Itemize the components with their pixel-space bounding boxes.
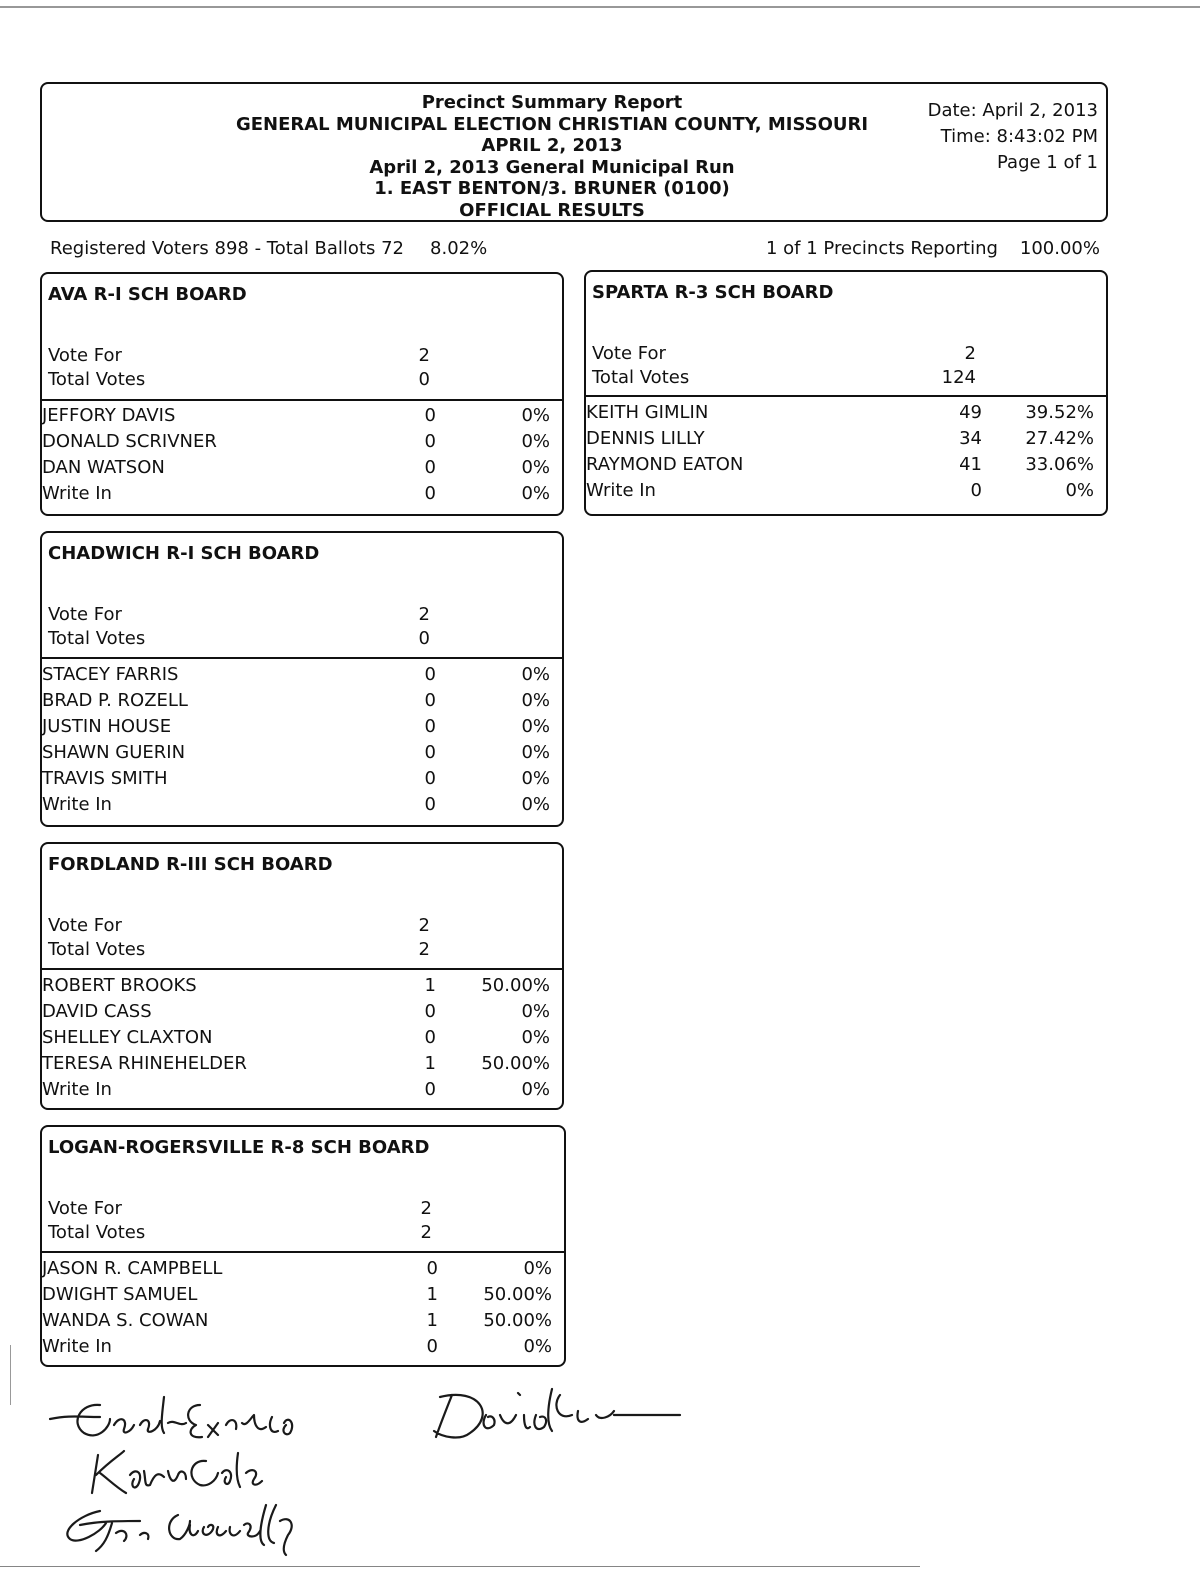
candidate-name: KEITH GIMLIN [586,402,709,423]
vote-for-row [48,1197,558,1221]
candidate-name: Write In [586,480,656,501]
candidate-name: DAN WATSON [42,457,165,478]
candidate-pct: 0% [521,431,550,452]
candidate-name: Write In [42,1336,112,1357]
candidate-row [42,1334,564,1360]
contest-meta [592,342,1100,390]
vote-for-row [592,342,1100,366]
vote-for-label: Vote For [48,345,122,366]
total-votes-label: Total Votes [48,1222,146,1243]
signature-1-flourish [50,1417,100,1420]
candidate-votes: 0 [424,690,436,711]
candidate-name: JEFFORY DAVIS [42,405,176,426]
contest-divider [42,399,562,401]
candidate-row [42,766,562,792]
candidate-row [586,426,1106,452]
candidate-pct: 0% [521,768,550,789]
candidate-votes: 1 [424,975,436,996]
candidate-name: BRAD P. ROZELL [42,690,188,711]
results-status: OFFICIAL RESULTS [459,199,645,221]
candidate-row [42,1051,562,1077]
candidate-list [42,662,562,818]
candidate-pct: 33.06% [1025,454,1094,475]
signature-3 [92,1451,262,1493]
candidate-votes: 0 [424,431,436,452]
header-meta [928,98,1098,176]
candidate-row [42,792,562,818]
contest-box-ava [40,272,564,516]
vote-for-value: 2 [418,604,430,625]
contest-box-chadwich [40,531,564,827]
report-time: Time: 8:43:02 PM [940,126,1098,147]
candidate-pct: 0% [521,664,550,685]
candidate-votes: 0 [424,483,436,504]
candidate-votes: 0 [424,664,436,685]
total-votes-label: Total Votes [592,367,690,388]
candidate-row [42,455,562,481]
candidate-votes: 0 [970,480,982,501]
contest-divider [42,1251,564,1253]
vote-for-row [48,344,556,368]
candidate-pct: 0% [521,1027,550,1048]
vote-for-row [48,603,556,627]
candidate-votes: 1 [426,1284,438,1305]
candidate-pct: 0% [523,1258,552,1279]
candidate-name: TRAVIS SMITH [42,768,168,789]
candidate-name: TERESA RHINEHELDER [42,1053,247,1074]
contest-divider [42,657,562,659]
contest-box-sparta [584,270,1108,516]
contest-title: FORDLAND R-III SCH BOARD [48,854,333,875]
candidate-name: Write In [42,794,112,815]
contest-box-fordland [40,842,564,1110]
precincts-reporting: 1 of 1 Precincts Reporting [766,238,998,259]
candidate-name: WANDA S. COWAN [42,1310,209,1331]
contest-divider [586,395,1106,397]
candidate-pct: 0% [521,742,550,763]
reporting-summary [766,238,1100,259]
candidate-votes: 0 [424,1001,436,1022]
scan-bottom-edge [0,1566,920,1567]
candidate-name: JASON R. CAMPBELL [42,1258,223,1279]
candidate-row [586,452,1106,478]
turnout-pct: 8.02% [430,238,488,259]
candidate-pct: 0% [521,1001,550,1022]
total-votes-row [48,1221,558,1245]
contest-meta [48,1197,558,1245]
total-votes-value: 0 [418,369,430,390]
candidate-name: RAYMOND EATON [586,454,744,475]
registered-voters: Registered Voters 898 - Total Ballots 72 [50,238,405,259]
candidate-list [42,403,562,507]
candidate-row [42,1282,564,1308]
candidate-row [42,973,562,999]
candidate-pct: 0% [521,405,550,426]
candidate-pct: 0% [521,794,550,815]
candidate-votes: 0 [426,1336,438,1357]
election-name: GENERAL MUNICIPAL ELECTION CHRISTIAN COUNTY, MISSOURI [235,113,869,135]
candidate-votes: 49 [959,402,982,423]
candidate-list [42,1256,564,1360]
candidate-votes: 0 [424,1027,436,1048]
candidate-name: ROBERT BROOKS [42,975,197,996]
vote-for-label: Vote For [48,1198,122,1219]
contest-title: SPARTA R-3 SCH BOARD [592,282,834,303]
candidate-name: STACEY FARRIS [42,664,179,685]
candidate-pct: 50.00% [483,1284,552,1305]
report-header [40,82,1108,222]
reporting-pct: 100.00% [1019,238,1100,259]
candidate-name: SHELLEY CLAXTON [42,1027,213,1048]
contest-meta [48,344,556,392]
candidate-pct: 0% [523,1336,552,1357]
signature-4 [67,1505,291,1555]
contest-title: CHADWICH R-I SCH BOARD [48,543,320,564]
candidate-pct: 50.00% [481,975,550,996]
candidate-name: DAVID CASS [42,1001,152,1022]
total-votes-label: Total Votes [48,939,146,960]
candidate-votes: 0 [424,457,436,478]
election-date: APRIL 2, 2013 [481,135,623,157]
total-votes-value: 124 [941,367,976,388]
total-votes-row [48,368,556,392]
candidate-pct: 0% [521,690,550,711]
vote-for-label: Vote For [48,915,122,936]
contest-meta [48,914,556,962]
candidate-list [586,400,1106,504]
candidate-row [42,481,562,507]
candidate-name: DONALD SCRIVNER [42,431,217,452]
header-title-block [232,92,872,222]
contest-meta [48,603,556,651]
candidate-row [42,662,562,688]
contest-title: AVA R-I SCH BOARD [48,284,247,305]
candidate-row [586,478,1106,504]
candidate-row [42,999,562,1025]
signature-1 [77,1397,292,1437]
candidate-list [42,973,562,1103]
candidate-name: DWIGHT SAMUEL [42,1284,198,1305]
total-votes-label: Total Votes [48,369,146,390]
candidate-name: JUSTIN HOUSE [42,716,172,737]
total-votes-row [48,627,556,651]
vote-for-label: Vote For [48,604,122,625]
page-number: Page 1 of 1 [997,152,1098,173]
candidate-pct: 27.42% [1025,428,1094,449]
candidate-pct: 0% [1065,480,1094,501]
candidate-pct: 0% [521,1079,550,1100]
scan-top-edge [0,6,1200,8]
candidate-pct: 0% [521,716,550,737]
total-votes-row [48,938,556,962]
vote-for-value: 2 [420,1198,432,1219]
total-votes-value: 0 [418,628,430,649]
candidate-votes: 34 [959,428,982,449]
candidate-pct: 50.00% [483,1310,552,1331]
candidate-votes: 0 [424,405,436,426]
candidate-name: Write In [42,1079,112,1100]
report-title: Precinct Summary Report [421,92,683,113]
candidate-row [586,400,1106,426]
candidate-votes: 41 [959,454,982,475]
candidate-row [42,688,562,714]
total-votes-value: 2 [418,939,430,960]
contest-box-logan [40,1125,566,1367]
vote-for-label: Vote For [592,343,666,364]
candidate-name: Write In [42,483,112,504]
signatures [40,1375,720,1565]
report-date: Date: April 2, 2013 [927,100,1098,121]
candidate-votes: 0 [424,1079,436,1100]
scan-left-mark [10,1345,11,1405]
candidate-votes: 1 [426,1310,438,1331]
ballot-summary [50,238,487,259]
vote-for-value: 2 [964,343,976,364]
contest-divider [42,968,562,970]
total-votes-label: Total Votes [48,628,146,649]
candidate-votes: 0 [424,742,436,763]
candidate-votes: 1 [424,1053,436,1074]
candidate-votes: 0 [424,794,436,815]
candidate-name: SHAWN GUERIN [42,742,186,763]
run-name: April 2, 2013 General Municipal Run [369,156,735,178]
candidate-row [42,740,562,766]
candidate-row [42,403,562,429]
signature-2 [434,1389,680,1437]
precinct-name: 1. EAST BENTON/3. BRUNER (0100) [374,178,730,200]
candidate-row [42,1025,562,1051]
candidate-votes: 0 [424,716,436,737]
candidate-row [42,1256,564,1282]
candidate-row [42,429,562,455]
candidate-votes: 0 [426,1258,438,1279]
candidate-row [42,714,562,740]
candidate-pct: 39.52% [1025,402,1094,423]
total-votes-value: 2 [420,1222,432,1243]
total-votes-row [592,366,1100,390]
vote-for-value: 2 [418,345,430,366]
vote-for-row [48,914,556,938]
candidate-name: DENNIS LILLY [586,428,705,449]
vote-for-value: 2 [418,915,430,936]
candidate-votes: 0 [424,768,436,789]
candidate-row [42,1077,562,1103]
candidate-pct: 0% [521,483,550,504]
contest-title: LOGAN-ROGERSVILLE R-8 SCH BOARD [48,1137,430,1158]
candidate-pct: 50.00% [481,1053,550,1074]
candidate-row [42,1308,564,1334]
candidate-pct: 0% [521,457,550,478]
